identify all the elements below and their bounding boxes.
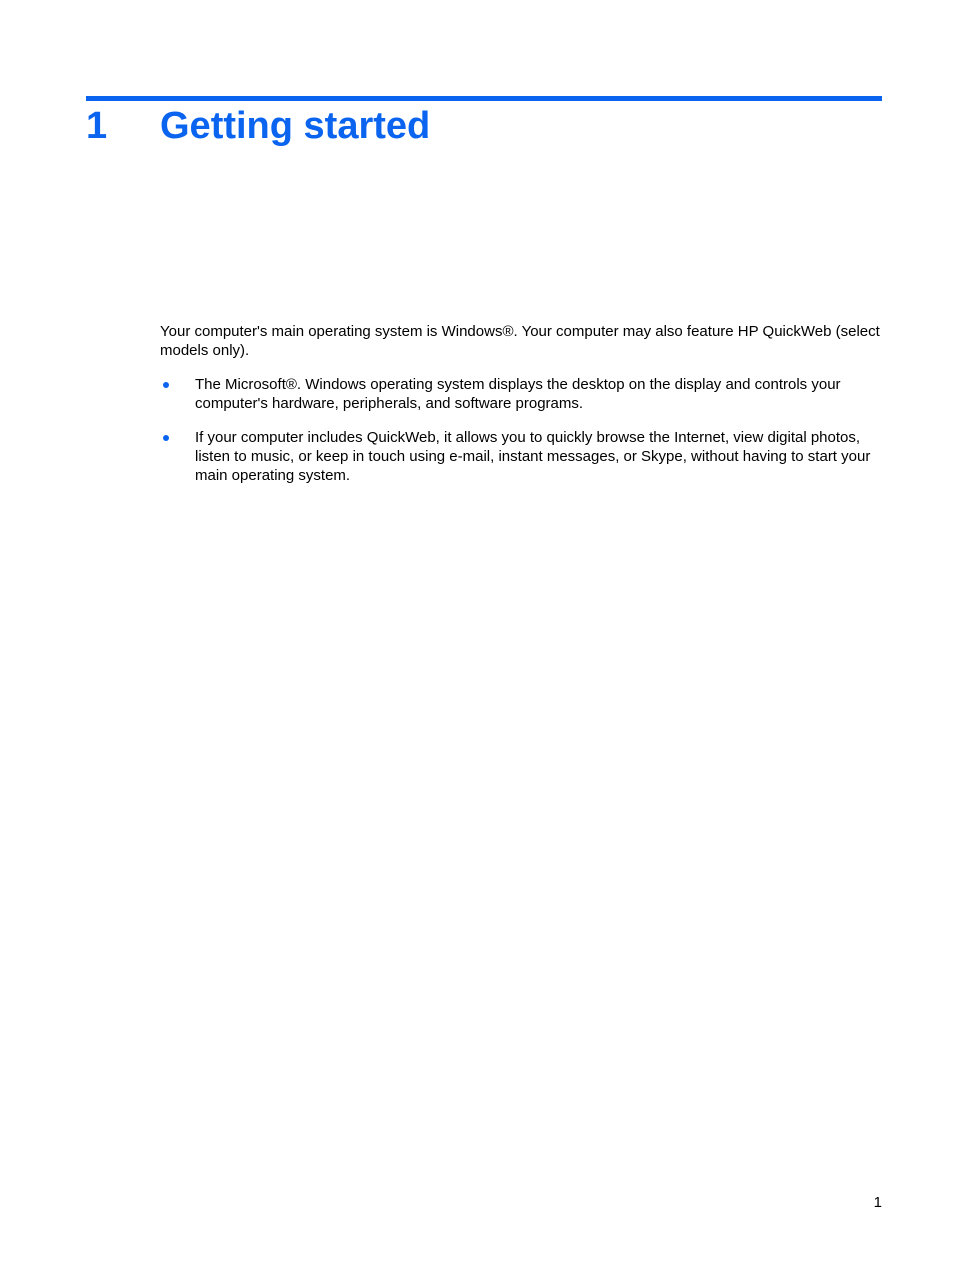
- list-item: [160, 375, 884, 413]
- page-number: 1: [873, 1194, 882, 1211]
- chapter-rule: [86, 96, 882, 101]
- list-item: [160, 428, 884, 485]
- bullet-icon: [163, 382, 169, 388]
- list-item-text: If your computer includes QuickWeb, it allows you to quickly browse the Internet, view digital photos, listen to music, or keep in touch using e-mail, instant messages, or Skype, without having to start your main operating system.: [195, 429, 871, 484]
- chapter-title: Getting started: [160, 105, 431, 147]
- chapter-number: 1: [86, 105, 108, 147]
- bullet-icon: [163, 435, 169, 441]
- list-item-text: The Microsoft®. Windows operating system displays the desktop on the display and controls your computer's hardware, peripherals, and software programs.: [195, 376, 841, 412]
- intro-paragraph: Your computer's main operating system is Windows®. Your computer may also feature HP QuickWeb (select models only).: [160, 323, 880, 359]
- bullet-list: [160, 375, 884, 500]
